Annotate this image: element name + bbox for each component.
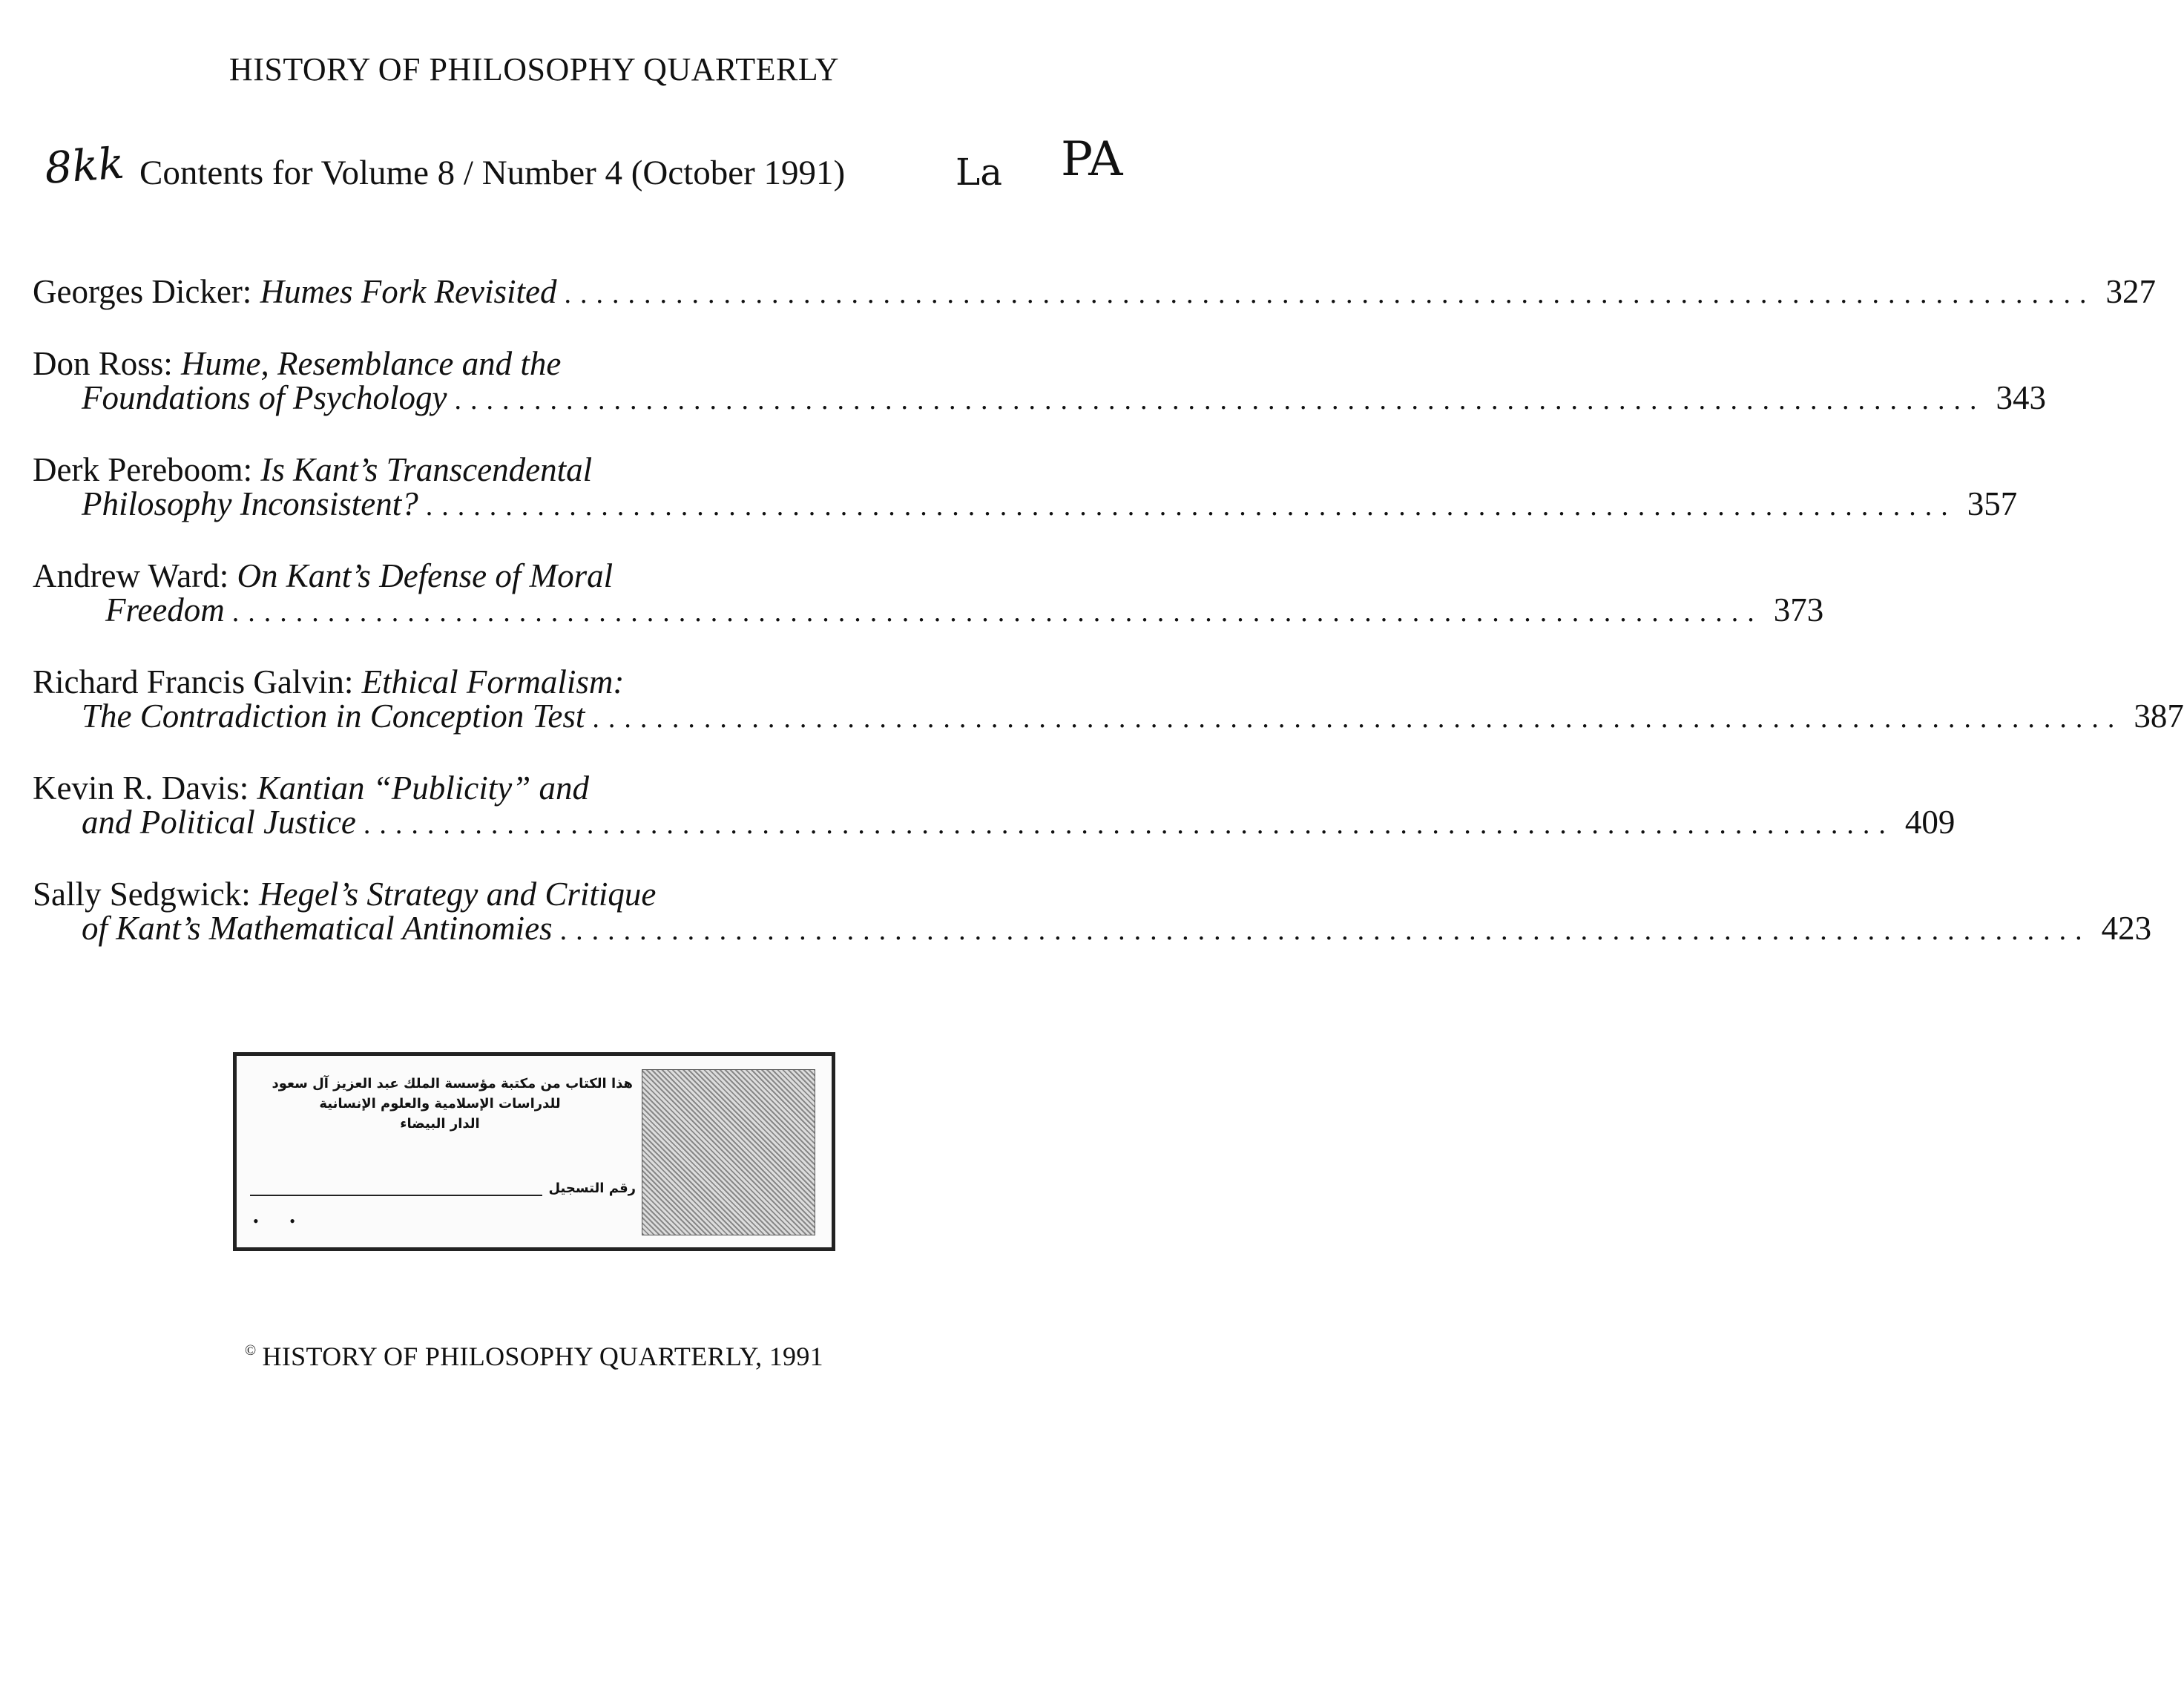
toc-title: Hegel’s Strategy and Critique — [258, 876, 657, 913]
toc-title: Ethical Formalism: — [361, 663, 625, 700]
toc-entry — [33, 557, 1824, 629]
dot-leader — [564, 277, 2095, 311]
toc-title-continued: and Political Justice — [82, 804, 356, 841]
toc-author: Kevin R. Davis: — [33, 769, 249, 807]
stamp-registration — [250, 1181, 636, 1196]
toc-title-continued: Freedom — [105, 591, 225, 628]
dot-leader — [454, 383, 1985, 417]
toc-page-number: 387 — [2134, 697, 2184, 735]
toc-entry — [33, 345, 2046, 417]
issue-line: Contents for Volume 8 / Number 4 (October 1991) — [139, 154, 846, 192]
table-of-contents — [33, 273, 2184, 983]
toc-page-number: 373 — [1773, 591, 1824, 628]
toc-author: Don Ross: — [33, 345, 173, 382]
dot-leader — [560, 913, 2091, 948]
copyright-symbol: © — [245, 1342, 257, 1359]
toc-page-number: 327 — [2105, 273, 2156, 310]
toc-title-continued: Philosophy Inconsistent? — [82, 485, 418, 522]
toc-page-number: 357 — [1967, 485, 2018, 522]
toc-title: Hume, Resemblance and the — [181, 345, 562, 382]
stamp-registration-rule — [250, 1181, 542, 1196]
toc-title: On Kant’s Defense of Moral — [237, 557, 614, 594]
toc-title-continued: of Kant’s Mathematical Antinomies — [82, 910, 553, 947]
stamp-line-3: الدار البيضاء — [400, 1116, 480, 1132]
toc-author: Georges Dicker: — [33, 273, 252, 310]
library-stamp — [233, 1052, 835, 1251]
stamp-registration-label: رقم التسجيل — [548, 1181, 636, 1196]
toc-page-number: 423 — [2101, 910, 2152, 947]
toc-entry — [33, 663, 2184, 735]
handwritten-note-mid: La — [956, 151, 1003, 194]
toc-page-number: 409 — [1904, 804, 1956, 841]
toc-entry — [33, 273, 2156, 311]
stamp-text — [247, 1074, 633, 1134]
stamp-dots: • • — [253, 1212, 309, 1230]
toc-entry — [33, 451, 2018, 523]
toc-author: Derk Pereboom: — [33, 451, 253, 488]
handwritten-note-left: 8kk — [43, 137, 126, 194]
dot-leader — [364, 807, 1895, 841]
dot-leader — [232, 595, 1763, 629]
toc-title: Humes Fork Revisited — [260, 273, 557, 310]
toc-entry — [33, 769, 1956, 841]
toc-author: Richard Francis Galvin: — [33, 663, 354, 700]
toc-entry — [33, 876, 2152, 948]
copyright-text: HISTORY OF PHILOSOPHY QUARTERLY, 1991 — [262, 1342, 823, 1371]
journal-title: HISTORY OF PHILOSOPHY QUARTERLY — [228, 51, 840, 88]
toc-title-continued: Foundations of Psychology — [82, 379, 447, 416]
stamp-line-2: للدراسات الإسلامية والعلوم الإنسانية — [319, 1096, 561, 1112]
toc-title: Is Kant’s Transcendental — [260, 451, 593, 488]
toc-page-number: 343 — [1996, 379, 2046, 416]
toc-title: Kantian “Publicity” and — [257, 769, 590, 807]
stamp-line-1: هذا الكتاب من مكتبة مؤسسة الملك عبد العزيز آل سعود — [272, 1076, 633, 1091]
copyright-line — [0, 1341, 1068, 1372]
toc-author: Andrew Ward: — [33, 557, 229, 594]
dot-leader — [426, 489, 1957, 523]
toc-author: Sally Sedgwick: — [33, 876, 251, 913]
handwritten-note-right: PA — [1061, 132, 1123, 187]
dot-leader — [592, 701, 2123, 735]
stamp-emblem-image — [642, 1069, 815, 1235]
toc-title-continued: The Contradiction in Conception Test — [82, 697, 585, 735]
